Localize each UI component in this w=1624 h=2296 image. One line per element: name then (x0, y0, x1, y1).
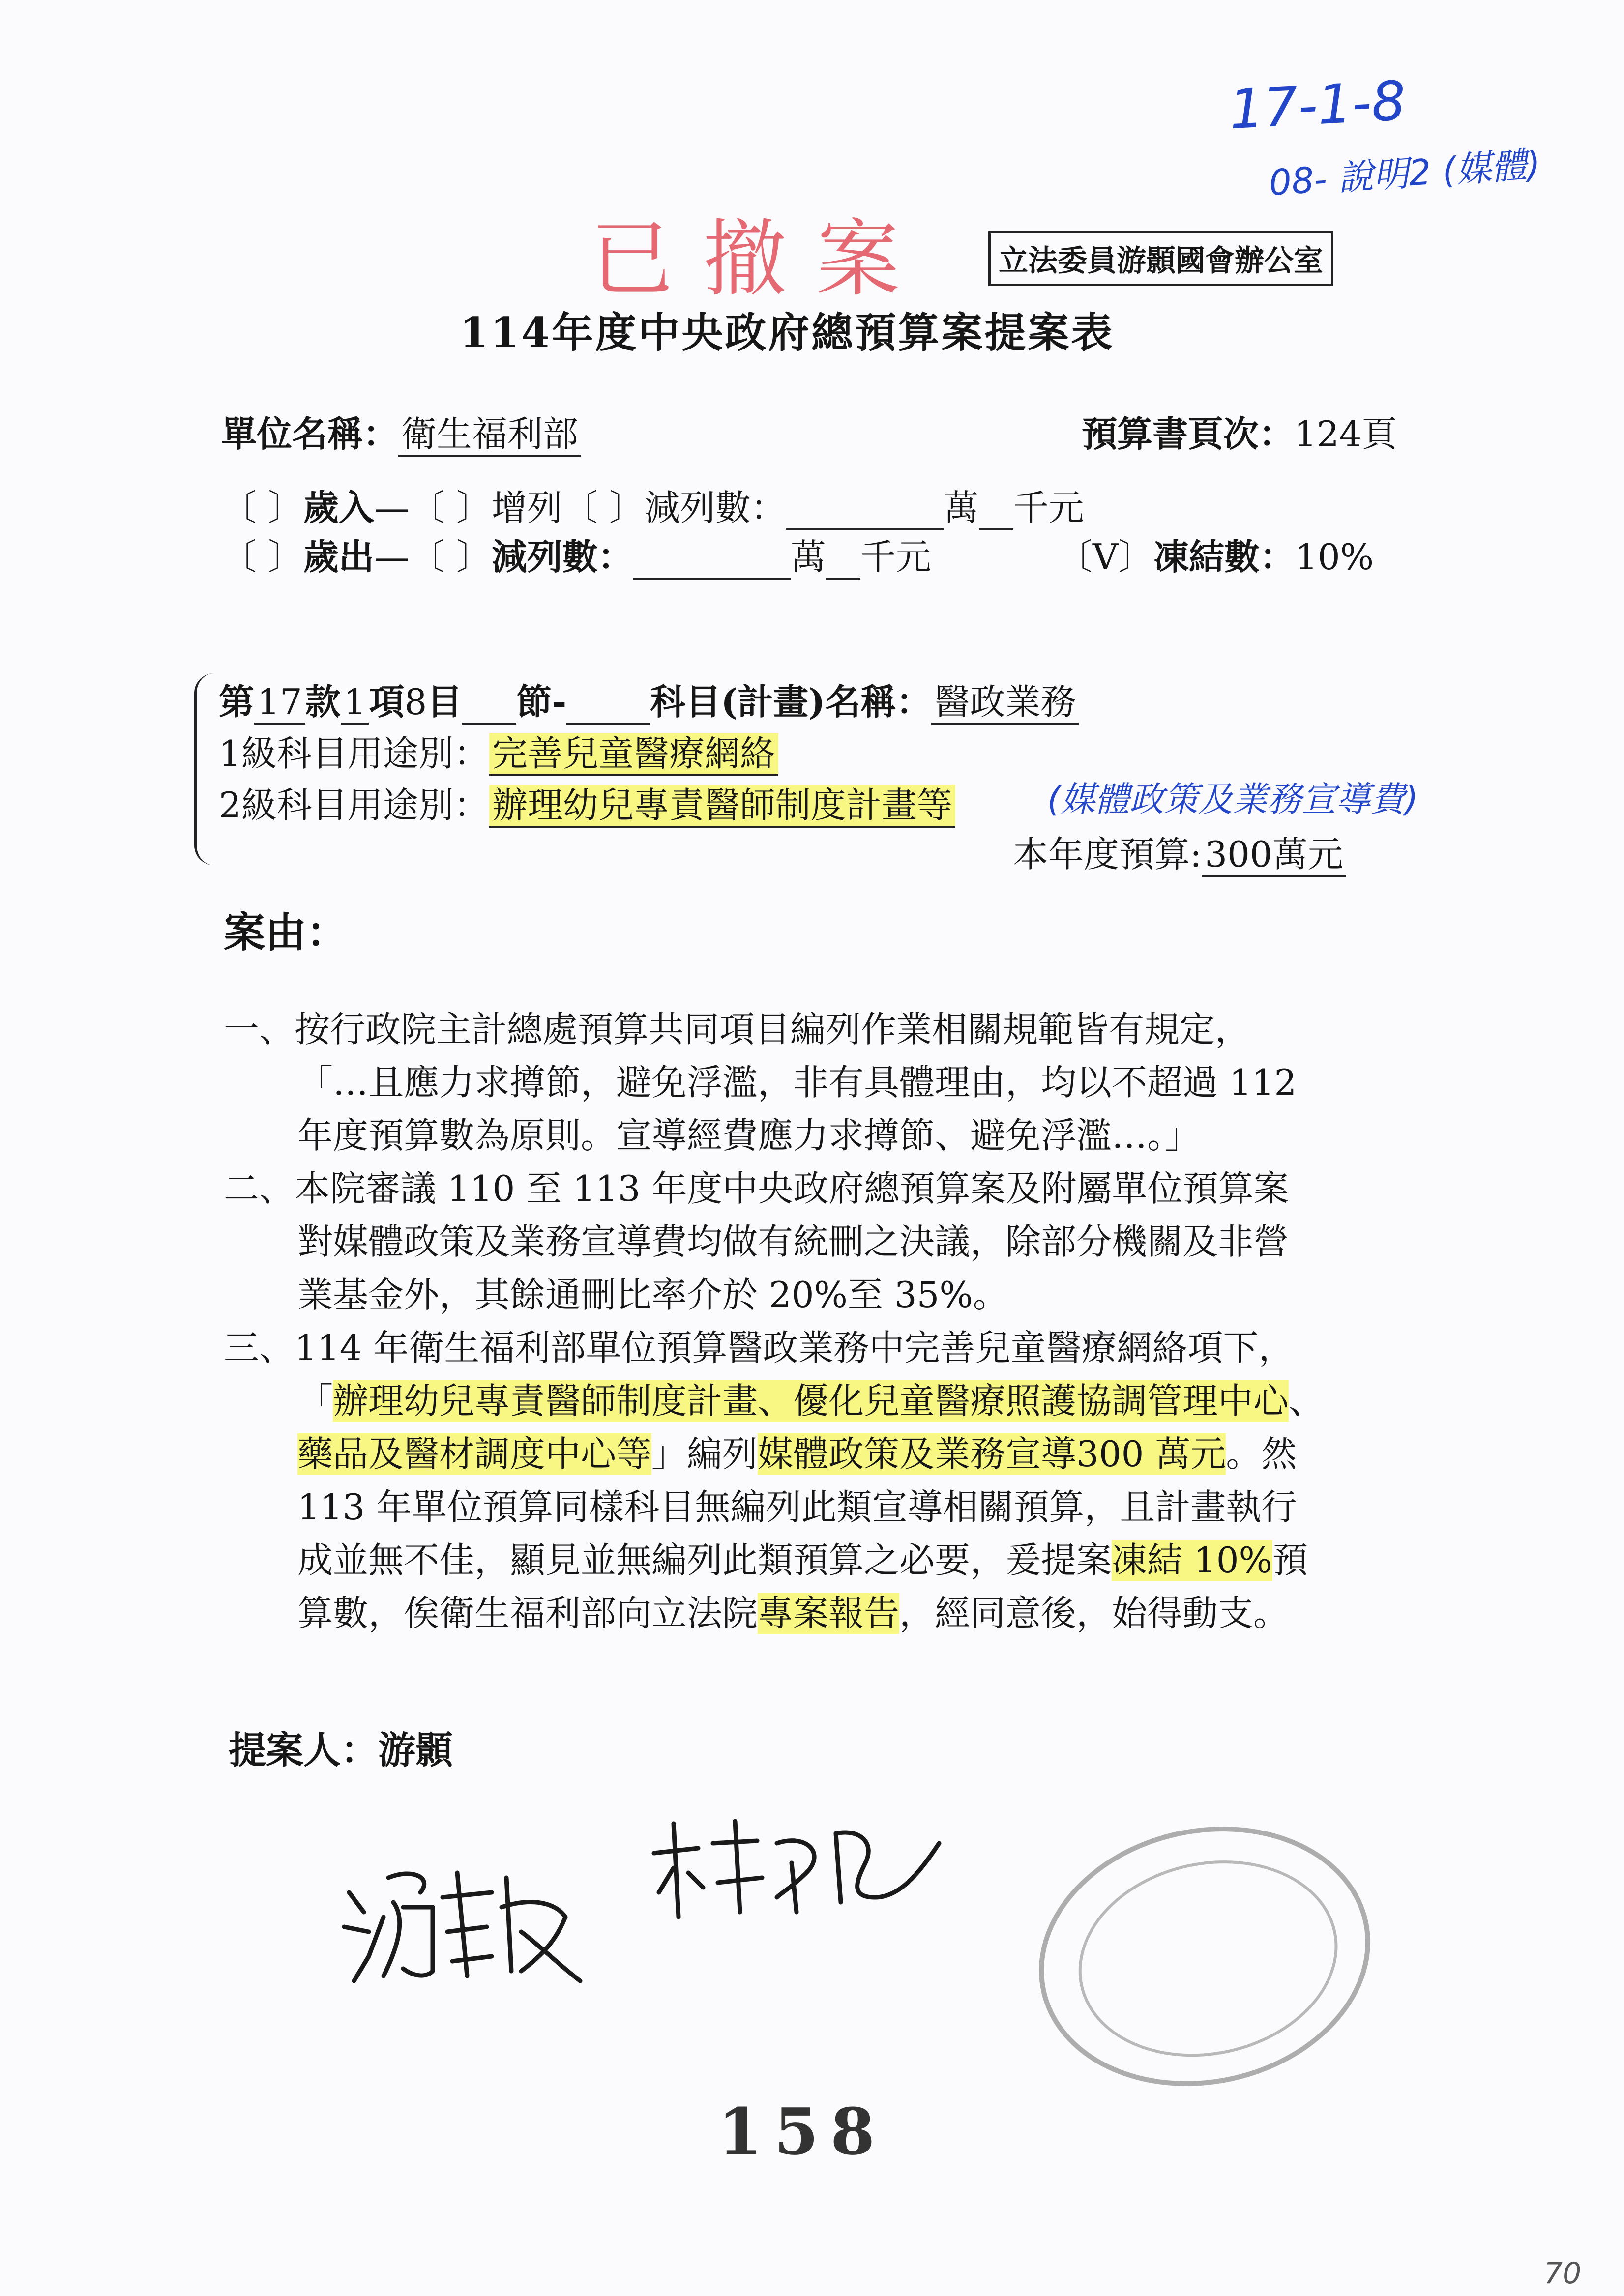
reason-3-comma: 、 (1289, 1380, 1325, 1422)
reason-3-line-4: 113 年單位預算同樣科目無編列此類宣導相關預算，且計畫執行 (297, 1486, 1297, 1528)
item-mu-value: 8 (404, 681, 427, 723)
signature-1 (334, 1858, 590, 1991)
freeze-row (1057, 528, 1374, 580)
expenditure-wan-unit: 萬 (790, 536, 826, 578)
level1-row (219, 725, 778, 776)
reason-3-highlight-amount: 300 萬元 (1076, 1433, 1226, 1475)
expenditure-row (221, 528, 931, 580)
reason-1-number: 一、 (224, 1009, 295, 1050)
freeze-value: 10% (1295, 536, 1374, 578)
reason-3-highlight-media: 媒體政策及業務宣導 (758, 1433, 1077, 1475)
reason-3-highlight-center: 藥品及醫材調度中心等 (297, 1433, 652, 1475)
budget-page-label: 預算書頁次： (1082, 413, 1295, 455)
item-xiang-label: 項 (369, 681, 405, 723)
reason-3-line-6-text: 算數，俟衛生福利部向立法院 (297, 1593, 758, 1634)
reason-2-line-3: 業基金外，其餘通刪比率介於 20%至 35%。 (297, 1274, 1008, 1315)
expenditure-thousand-unit: 千元 (860, 536, 931, 578)
item-prefix: 第 (219, 681, 255, 723)
unit-row (221, 406, 581, 457)
budget-page-row (1082, 406, 1397, 457)
party-seal (1014, 1797, 1394, 2116)
revenue-thousand-blank (979, 487, 1013, 530)
item-mu-label: 目 (427, 681, 463, 723)
reasons-body (224, 1003, 1324, 1640)
handwritten-annotation-code: 17-1-8 (1227, 69, 1408, 142)
page-number: 158 (718, 2094, 887, 2169)
freeze-label: 凍結數： (1153, 536, 1296, 578)
level1-label: 1級科目用途別： (219, 733, 489, 774)
annual-budget-label: 本年度預算: (1013, 834, 1202, 875)
budget-page-value: 124頁 (1294, 413, 1397, 455)
revenue-row (221, 479, 1084, 530)
proposer-label: 提案人： (229, 1728, 378, 1772)
item-jie-blank (462, 681, 516, 725)
expenditure-label: 歲出 (303, 536, 374, 578)
unit-label: 單位名稱： (221, 413, 399, 455)
reason-3-line-5-end: 預 (1272, 1540, 1308, 1581)
reason-2 (224, 1162, 1324, 1321)
proposer-row (229, 1720, 453, 1774)
unit-value: 衛生福利部 (398, 413, 581, 457)
item-kuan-value: 17 (254, 681, 305, 725)
reason-3-number: 三、 (224, 1327, 295, 1368)
proposer-name: 游顥 (378, 1728, 453, 1772)
revenue-checkbox: 〔 〕 (221, 487, 303, 528)
reason-heading: 案由： (224, 908, 348, 957)
item-name-label: 科目(計畫)名稱： (650, 681, 932, 723)
reason-1-line-3: 年度預算數為原則。宣導經費應力求撙節、避免浮濫…。」 (297, 1115, 1201, 1156)
reason-2-number: 二、 (224, 1168, 295, 1209)
revenue-wan-unit: 萬 (943, 487, 979, 528)
annual-budget-value: 300萬元 (1202, 834, 1346, 877)
level2-label: 2級科目用途別： (219, 785, 489, 826)
reason-3-line-6-end: ，經同意後，始得動支。 (899, 1593, 1289, 1634)
revenue-increase-checkbox: 〔 〕 (409, 487, 492, 528)
reason-3 (224, 1321, 1324, 1640)
page-title: 114年度中央政府總預算案提案表 (460, 308, 1115, 357)
revenue-decrease-label: 減列數： (644, 487, 786, 528)
reason-2-line-2: 對媒體政策及業務宣導費均做有統刪之決議，除部分機關及非營 (297, 1221, 1289, 1262)
revenue-decrease-checkbox: 〔 〕 (562, 487, 645, 528)
reason-3-line-6 (224, 1587, 1324, 1640)
reason-3-line-2 (224, 1374, 1324, 1427)
revenue-thousand-unit: 千元 (1013, 487, 1084, 528)
signature-2 (644, 1814, 949, 1927)
reason-1-line-2: 「…且應力求撙節，避免浮濫，非有具體理由，均以不超過 112 (297, 1062, 1297, 1103)
expenditure-decrease-checkbox: 〔 〕 (409, 536, 492, 578)
item-kuan-label: 款 (305, 681, 341, 723)
expenditure-dash: — (374, 536, 410, 578)
reason-3-highlight-plans: 辦理幼兒專責醫師制度計畫、優化兒童醫療照護協調管理中心 (333, 1380, 1289, 1422)
expenditure-checkbox: 〔 〕 (221, 536, 303, 578)
reason-3-highlight-freeze: 凍結 10% (1112, 1540, 1272, 1581)
expenditure-decrease-label: 減列數： (491, 536, 633, 578)
annual-budget-row (1013, 826, 1346, 877)
level2-row (219, 777, 955, 828)
item-brace (194, 673, 216, 865)
reason-1-line-1: 按行政院主計總處預算共同項目編列作業相關規範皆有規定， (295, 1009, 1251, 1050)
reason-3-however: 。然 (1226, 1433, 1297, 1475)
expenditure-wan-blank (633, 536, 791, 580)
item-ke-blank (566, 681, 650, 725)
corner-mark: 70 (1544, 2256, 1582, 2291)
item-jie-label: 節- (516, 681, 567, 723)
withdrawn-stamp: 已撤案 (590, 211, 930, 308)
revenue-wan-blank (786, 487, 944, 530)
freeze-checkbox: 〔V〕 (1057, 536, 1153, 578)
revenue-increase-label: 增列 (491, 487, 562, 528)
reason-3-line-5-text: 成並無不佳，顯見並無編列此類預算之必要，爰提案 (297, 1540, 1112, 1581)
level1-value: 完善兒童醫療網絡 (489, 733, 778, 776)
reason-3-line-1: 114 年衛生福利部單位預算醫政業務中完善兒童醫療網絡項下， (295, 1327, 1294, 1368)
reason-3-line-3 (224, 1427, 1324, 1481)
handwritten-annotation-note: 08- 說明2 (媒體) (1268, 143, 1542, 204)
revenue-label: 歲入 (303, 487, 374, 528)
office-label-box: 立法委員游顥國會辦公室 (988, 231, 1333, 286)
reason-1 (224, 1003, 1324, 1162)
level2-value: 辦理幼兒專責醫師制度計畫等 (489, 785, 955, 828)
expenditure-thousand-blank (826, 536, 860, 580)
item-xiang-value: 1 (341, 681, 369, 725)
reason-2-line-1: 本院審議 110 至 113 年度中央政府總預算案及附屬單位預算案 (295, 1168, 1289, 1209)
reason-3-open-quote: 「 (297, 1380, 333, 1422)
handwritten-inline-note: (媒體政策及業務宣導費) (1047, 779, 1418, 819)
reason-3-listed: 」編列 (651, 1433, 758, 1475)
item-name-row (219, 673, 1079, 725)
reason-3-line-5 (224, 1534, 1324, 1587)
reason-3-highlight-report: 專案報告 (758, 1593, 900, 1634)
item-name-value: 醫政業務 (931, 681, 1079, 725)
revenue-dash: — (374, 487, 410, 528)
